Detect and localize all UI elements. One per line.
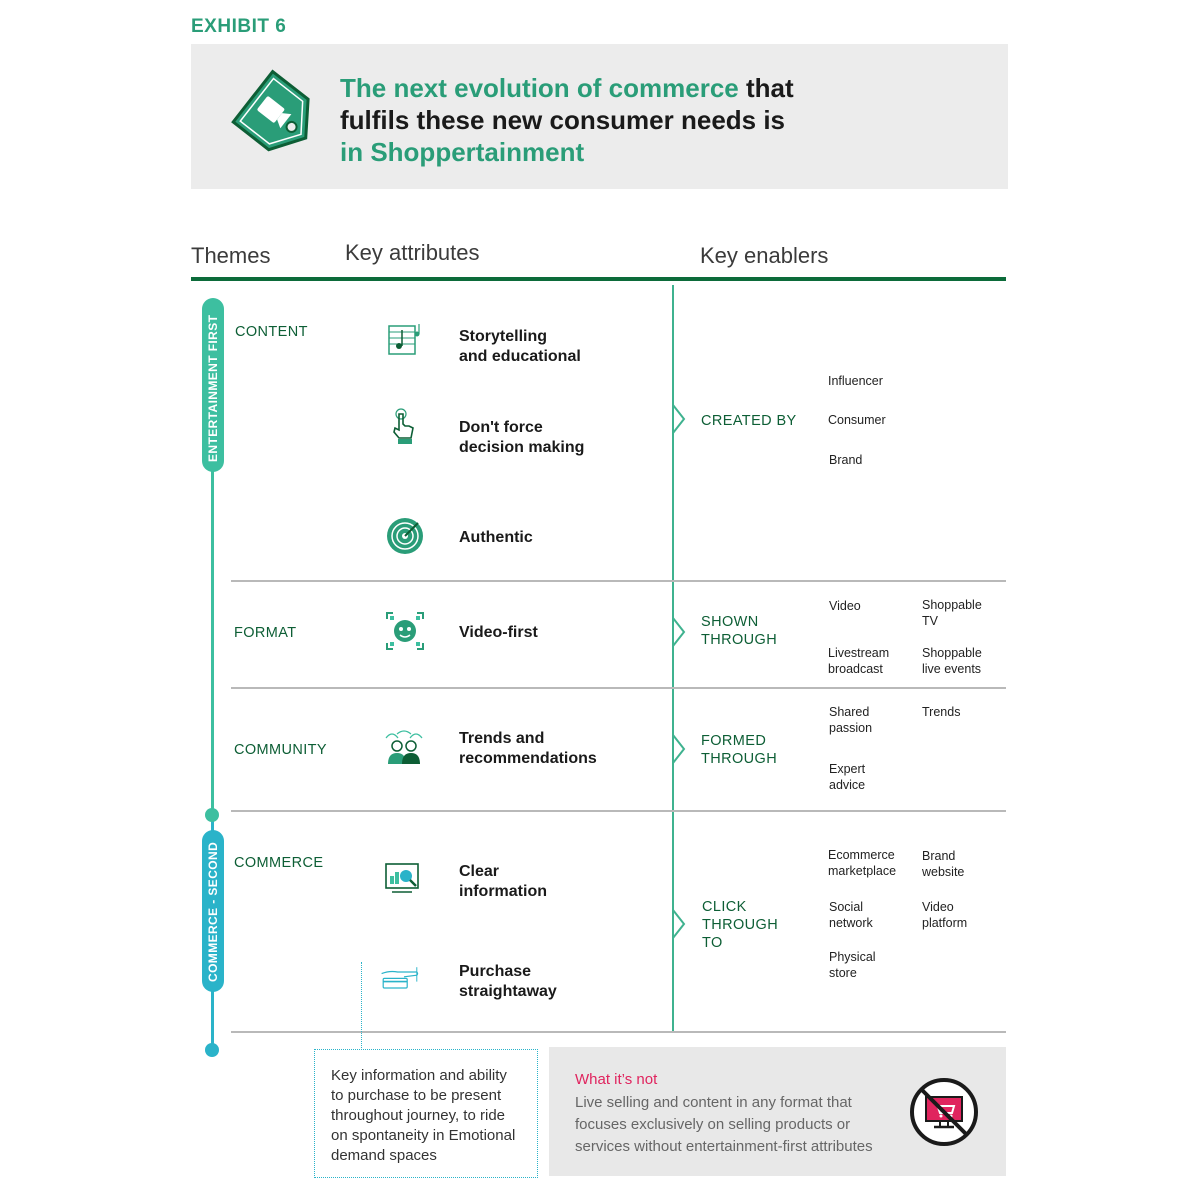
attribute-purchase: Purchase straightaway (459, 963, 557, 1000)
chevron-right-icon (672, 909, 686, 939)
chevron-right-icon (672, 404, 686, 434)
what-its-not-title: What it’s not (575, 1071, 658, 1088)
theme-commerce: COMMERCE (234, 855, 324, 871)
row-divider (231, 1031, 1006, 1033)
enabler-item: Influencer (828, 374, 883, 388)
theme-content: CONTENT (235, 324, 308, 340)
row-divider (231, 810, 1006, 812)
enabler-item: Trends (922, 705, 961, 719)
card-payment-icon (380, 960, 420, 1000)
music-sheet-icon (385, 320, 425, 360)
row-divider (231, 687, 1006, 689)
enabler-item: Brand (829, 453, 863, 467)
price-tag-camera-icon (222, 62, 328, 166)
enabler-label-shown-through: SHOWN THROUGH (701, 614, 778, 648)
people-group-icon (384, 728, 424, 768)
timeline-dot (205, 1043, 219, 1057)
row-divider (231, 580, 1006, 582)
commerce-second-pill (202, 830, 224, 992)
hero-title-highlight: in Shoppertainment (340, 137, 585, 167)
video-frame-icon (385, 611, 425, 651)
column-header-attributes: Key attributes (345, 240, 480, 265)
column-header-themes: Themes (191, 243, 271, 268)
attribute-trends: Trends and recommendations (459, 730, 597, 767)
pointing-hand-icon (385, 406, 425, 446)
commerce-second-label: COMMERCE - SECOND (206, 841, 220, 982)
chevron-right-icon (672, 617, 686, 647)
attribute-authentic: Authentic (459, 529, 533, 546)
no-online-shopping-icon (902, 1077, 986, 1147)
enabler-item: Brand website (922, 849, 965, 879)
enabler-item: Physical store (829, 950, 876, 980)
enabler-item: Social network (829, 900, 873, 930)
enabler-item: Shoppable live events (922, 646, 982, 676)
enabler-label-formed-through: FORMED THROUGH (701, 733, 778, 767)
target-icon (385, 516, 425, 556)
note-connector (361, 962, 363, 1050)
hero-title-highlight: The next evolution of commerce (340, 73, 739, 103)
hero-title-text: that (738, 73, 794, 103)
timeline-dot (205, 808, 219, 822)
note-box: Key information and ability to purchase to be present throughout journey, to ride on spontaneity in Emotional demand spaces (314, 1049, 538, 1178)
exhibit-label: EXHIBIT 6 (191, 16, 287, 37)
entertainment-first-pill (202, 298, 224, 472)
chevron-right-icon (672, 734, 686, 764)
theme-format: FORMAT (234, 625, 297, 641)
enabler-item: Consumer (828, 413, 886, 427)
enabler-label-click-through: CLICK THROUGH TO (702, 899, 779, 951)
entertainment-first-label: ENTERTAINMENT FIRST (206, 314, 220, 462)
attribute-video-first: Video-first (459, 624, 538, 641)
enabler-item: Video (829, 599, 861, 613)
enabler-item: Expert advice (829, 762, 866, 792)
what-its-not-body: Live selling and content in any format that focuses exclusively on selling products or services without entertainment-first attributes (575, 1094, 873, 1155)
enabler-item: Ecommerce marketplace (828, 848, 897, 878)
hero-title-text: fulfils these new consumer needs is (340, 105, 786, 135)
header-divider (191, 277, 1006, 281)
hero-title (340, 72, 980, 168)
enabler-item: Video platform (922, 900, 968, 930)
attribute-dont-force: Don't force decision making (459, 419, 585, 456)
column-header-enablers: Key enablers (700, 243, 829, 268)
attribute-clear-information: Clear information (459, 863, 547, 900)
enabler-item: Shared passion (829, 705, 873, 735)
enabler-item: Livestream broadcast (828, 646, 890, 676)
attribute-storytelling: Storytelling and educational (459, 328, 581, 365)
screen-magnifier-icon (384, 858, 424, 898)
theme-community: COMMUNITY (234, 742, 328, 758)
enabler-label-created-by: CREATED BY (701, 413, 797, 429)
enabler-item: Shoppable TV (922, 598, 982, 628)
